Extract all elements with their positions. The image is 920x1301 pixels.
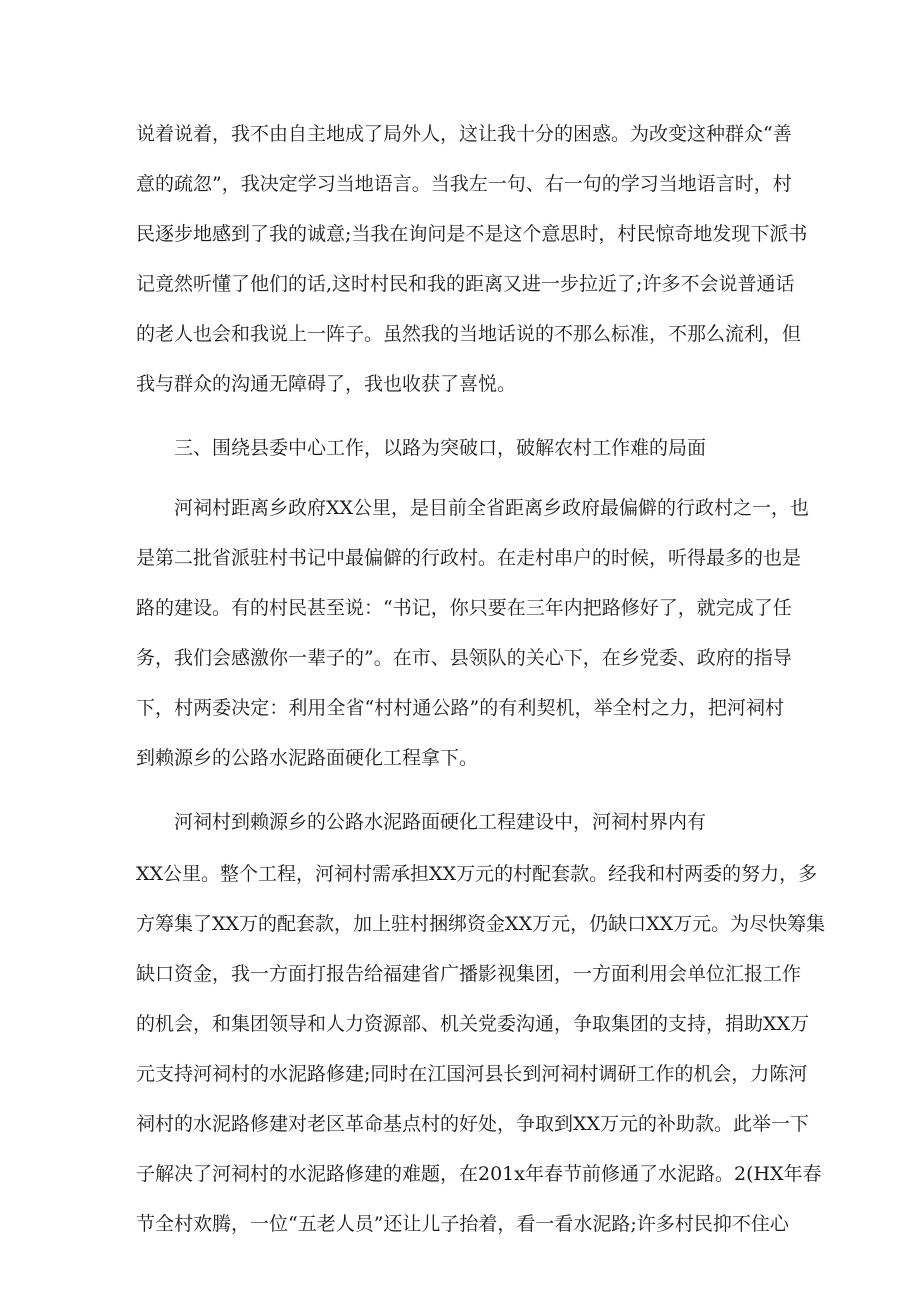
paragraph-3-line-1: 河祠村到赖源乡的公路水泥路面硬化工程建设中，河祠村界内有 — [174, 811, 707, 833]
paragraph-3-line-6: 元支持河祠村的水泥路修建;同时在江国河县长到河祠村调研工作的机会，力陈河 — [136, 1063, 808, 1085]
paragraph-1-line-5: 的老人也会和我说上一阵子。虽然我的当地话说的不那么标准，不那么流利，但 — [136, 323, 802, 345]
paragraph-2-line-5: 下，村两委决定：利用全省“村村通公路”的有利契机，举全村之力，把河祠村 — [136, 697, 784, 719]
section-heading-3: 三、围绕县委中心工作，以路为突破口，破解农村工作难的局面 — [174, 437, 707, 459]
paragraph-1-line-1: 说着说着，我不由自主地成了局外人，这让我十分的困惑。为改变这种群众“善 — [136, 123, 792, 145]
paragraph-2-line-3: 路的建设。有的村民甚至说：“书记，你只要在三年内把路修好了，就完成了任 — [136, 597, 792, 619]
paragraph-3-line-2: XX公里。整个工程，河祠村需承担XX万元的村配套款。经我和村两委的努力，多 — [136, 863, 818, 885]
paragraph-3-line-4: 缺口资金，我一方面打报告给福建省广播影视集团，一方面利用会单位汇报工作 — [136, 963, 802, 985]
paragraph-1-line-2: 意的疏忽”，我决定学习当地语言。当我左一句、右一句的学习当地语言时，村 — [136, 173, 792, 195]
paragraph-3-line-8: 子解决了河祠村的水泥路修建的难题，在201x年春节前修通了水泥路。2(HX年春 — [136, 1163, 822, 1185]
paragraph-3-line-3: 方筹集了XX万的配套款，加上驻村捆绑资金XX万元，仍缺口XX万元。为尽快筹集 — [136, 913, 826, 935]
paragraph-2-line-1: 河祠村距离乡政府XX公里，是目前全省距离乡政府最偏僻的行政村之一，也 — [174, 497, 810, 519]
paragraph-3-line-5: 的机会，和集团领导和人力资源部、机关党委沟通，争取集团的支持，捐助XX万 — [136, 1013, 810, 1035]
paragraph-1-line-6: 我与群众的沟通无障碍了，我也收获了喜悦。 — [136, 373, 517, 395]
paragraph-2-line-4: 务，我们会感激你一辈子的”。在市、县领队的关心下，在乡党委、政府的指导 — [136, 647, 792, 669]
paragraph-2-line-2: 是第二批省派驻村书记中最偏僻的行政村。在走村串户的时候，听得最多的也是 — [136, 547, 802, 569]
paragraph-1-line-3: 民逐步地感到了我的诚意;当我在询问是不是这个意思时，村民惊奇地发现下派书 — [136, 223, 808, 245]
paragraph-3-line-7: 祠村的水泥路修建对老区革命基点村的好处，争取到XX万元的补助款。此举一下 — [136, 1113, 810, 1135]
paragraph-2-line-6: 到赖源乡的公路水泥路面硬化工程拿下。 — [136, 747, 479, 769]
paragraph-1-line-4: 记竟然听懂了他们的话,这时村民和我的距离又进一步拉近了;许多不会说普通话 — [136, 273, 795, 295]
paragraph-3-line-9: 节全村欢腾，一位“五老人员”还让儿子抬着，看一看水泥路;许多村民抑不住心 — [136, 1213, 789, 1235]
